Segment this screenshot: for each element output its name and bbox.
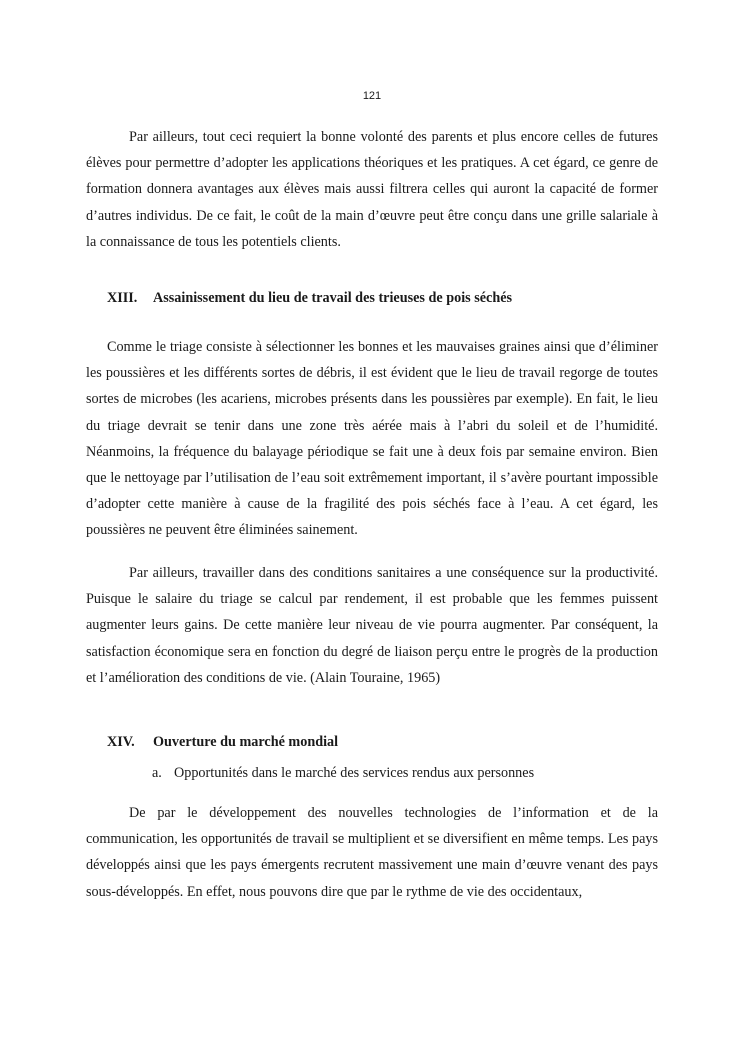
section-title: Assainissement du lieu de travail des trieuses de pois séchés — [153, 290, 513, 306]
paragraph-sanitary-productivity: Par ailleurs, travailler dans des conditions sanitaires a une conséquence sur la productivité. Puisque le salaire du triage se calcul par rendement, il est probable que les femmes puissent augmenter leurs gains. De cette manière leur niveau de vie pourra augmenter. Par conséquent, la satisfaction économique sera en fonction du degré de liaison perçu entre le progrès de la production et l’amélioration des conditions de vie. (Alain Touraine, 1965) — [86, 565, 658, 686]
section-title: Ouverture du marché mondial — [153, 734, 339, 750]
subsection-heading-a — [152, 763, 534, 783]
section-heading-xiii — [107, 288, 512, 308]
section-number: XIII. — [107, 290, 138, 306]
paragraph-parents-willingness: Par ailleurs, tout ceci requiert la bonne volonté des parents et plus encore celles de futures élèves pour permettre d’adopter les applications théoriques et les pratiques. A cet égard, ce genre de formation donnera avantages aux élèves mais aussi filtrera celles qui auront la capacité de former d’autres individus. De ce fait, le coût de la main d’œuvre peut être conçu dans une grille salariale à la connaissance de tous les potentiels clients. — [86, 129, 658, 250]
page-number: 121 — [362, 90, 382, 102]
section-number: XIV. — [107, 734, 135, 750]
subsection-letter: a. — [152, 765, 162, 781]
section-heading-xiv — [107, 732, 338, 752]
paragraph-triage-hygiene: Comme le triage consiste à sélectionner les bonnes et les mauvaises graines ainsi que d’éliminer les poussières et les différents sortes de débris, il est évident que le lieu de travail regorge de toutes sortes de microbes (les acariens, microbes présents dans les poussières par exemple). En fait, le lieu du triage devrait se tenir dans une zone très aérée mais à l’abri du soleil et de l’humidité. Néanmoins, la fréquence du balayage périodique se fait une à deux fois par semaine environ. Bien que le nettoyage par l’utilisation de l’eau soit extrêmement important, il s’avère pourtant impossible d’adopter cette manière à cause de la fragilité des pois séchés face à l’eau. A cet égard, les poussières ne peuvent être éliminées sainement. — [86, 339, 658, 539]
subsection-title: Opportunités dans le marché des services rendus aux personnes — [174, 765, 535, 781]
paragraph-world-market: De par le développement des nouvelles technologies de l’information et de la communication, les opportunités de travail se multiplient et se diversifient en même temps. Les pays développés ainsi que les pays émergents recrutent massivement une main d’œuvre venant des pays sous-développés. En effet, nous pouvons dire que par le rythme de vie des occidentaux, — [86, 805, 658, 900]
